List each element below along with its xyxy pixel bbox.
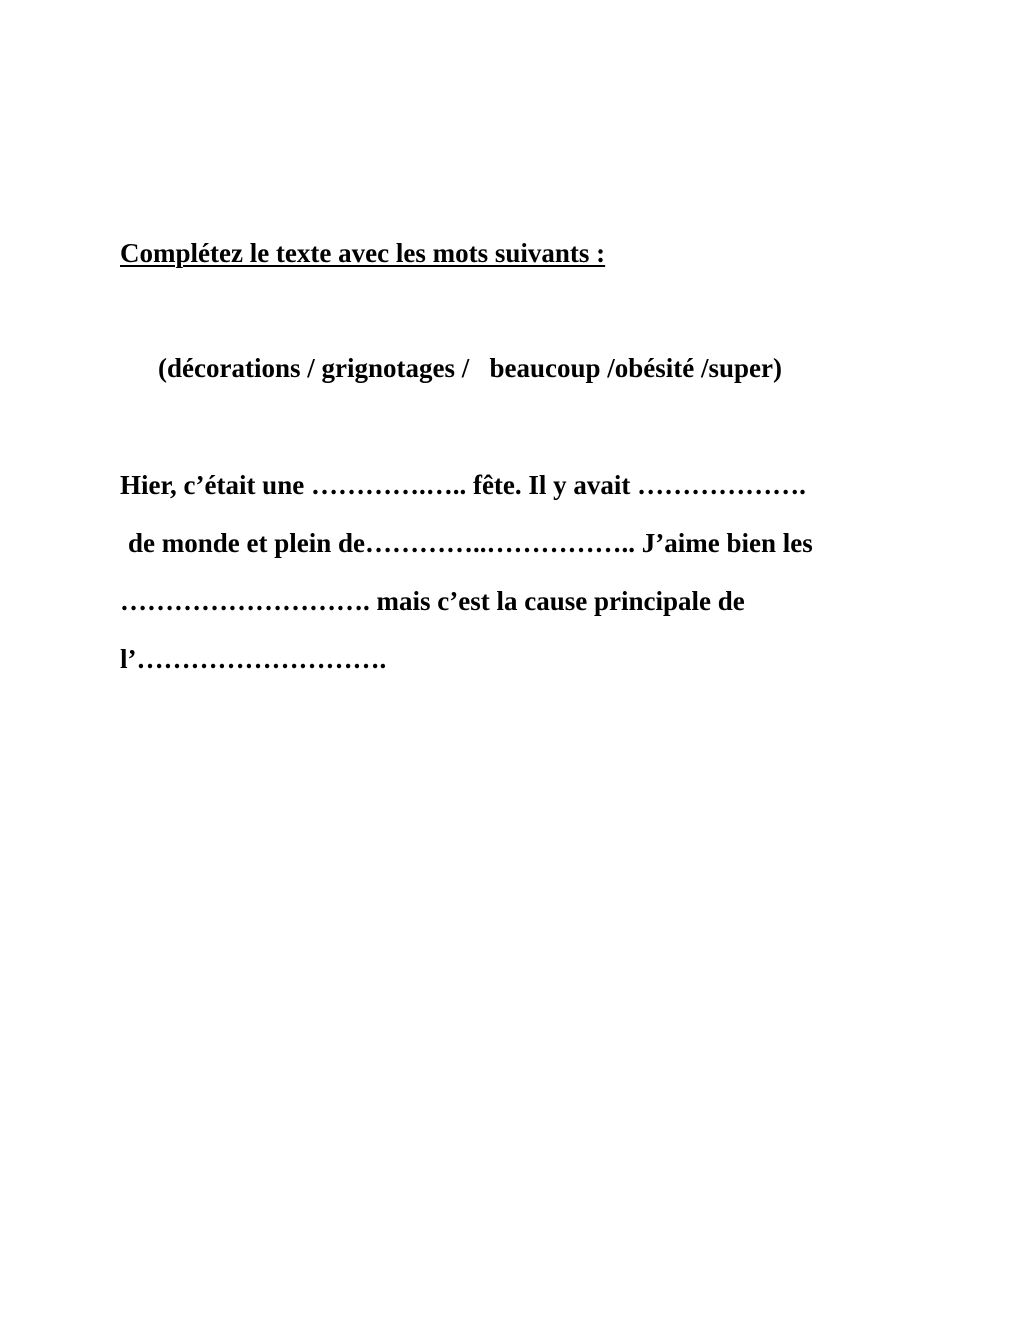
exercise-instruction: Complétez le texte avec les mots suivants :	[120, 238, 606, 268]
text-line-3: ………………………. mais c’est la cause principale de	[120, 586, 745, 616]
text-line-2: de monde et plein de…………..…………….. J’aime bien les	[128, 528, 813, 558]
text-line-1: Hier, c’était une ………….….. fête. Il y avait ……………….	[120, 470, 806, 500]
word-bank: (décorations / grignotages / beaucoup /obésité /super)	[158, 353, 782, 383]
text-line-4: l’……………………….	[120, 644, 387, 674]
